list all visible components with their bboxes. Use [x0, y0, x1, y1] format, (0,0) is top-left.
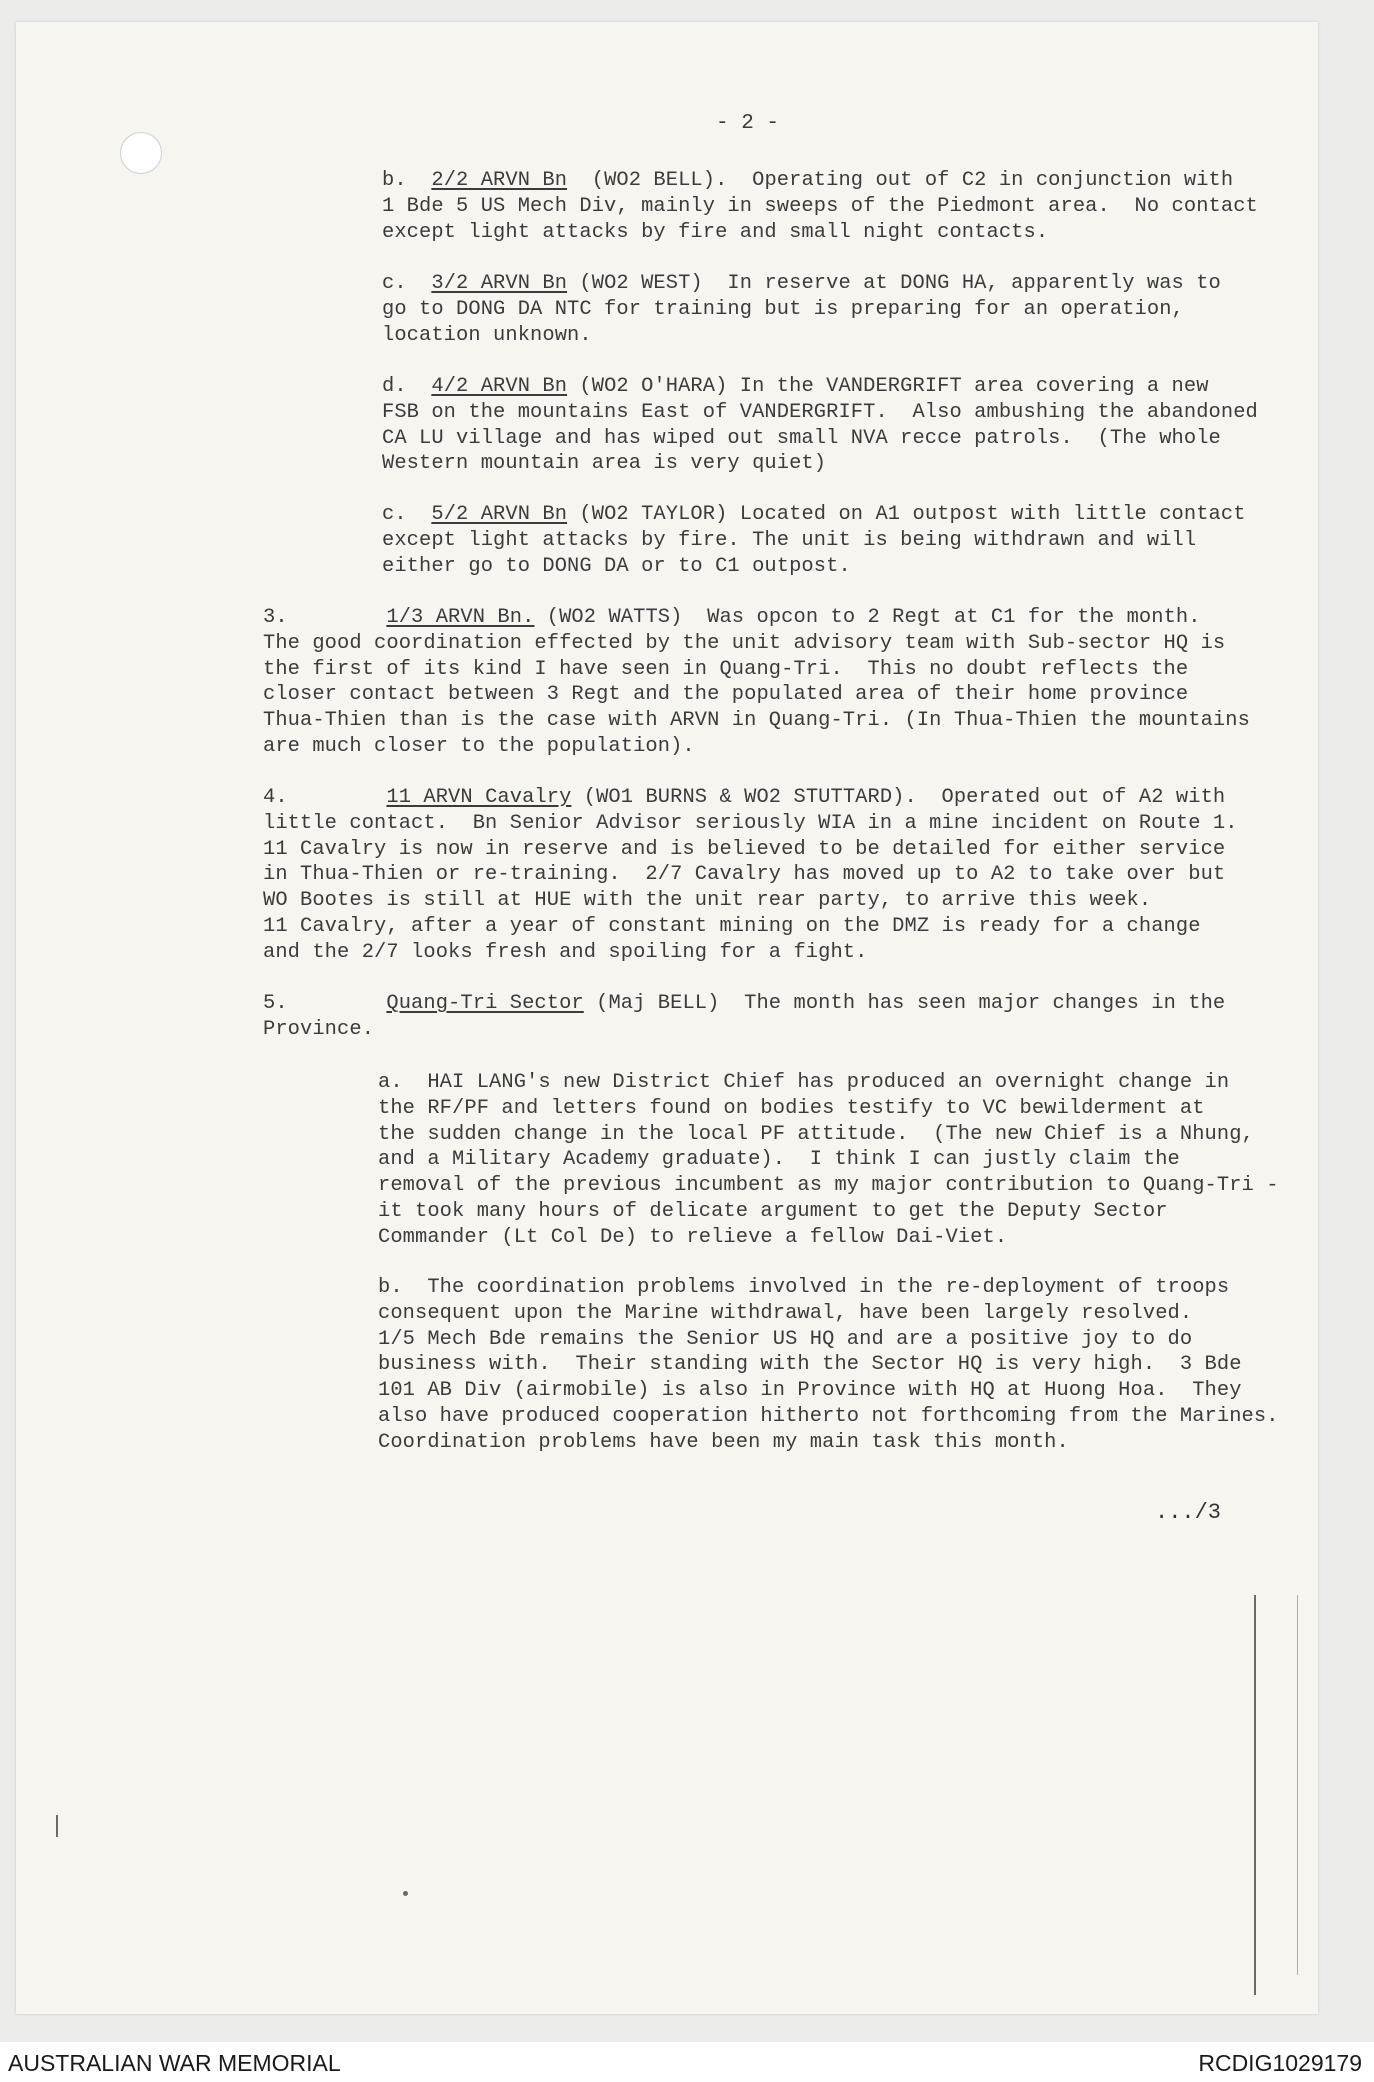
paragraph-5b: b. The coordination problems involved in the re-deployment of troops consequent upon the Marine withdrawal, have been largely resolved. 1/5 Mech Bde remains the Senior US HQ and are a positive joy to do business with. Their standing with the Sector HQ is very high. 3 Bde 101 AB Div (airmobile) is also in Province with HQ at Huong Hoa. They also have produced cooperation hitherto not forthcoming from the Marines. Coordination problems have been my main task this month.	[378, 1276, 1279, 1454]
paragraph-5a: a. HAI LANG's new District Chief has produced an overnight change in the RF/PF and letters found on bodies testify to VC bewilderment at the sudden change in the local PF attitude. (The new Chief is a Nhung, and a Military Academy graduate). I think I can justly claim the removal of the previous incumbent as my major contribution to Quang-Tri - it took many hours of delicate argument to get the Deputy Sector Commander (Lt Col De) to relieve a fellow Dai-Viet.	[378, 1071, 1279, 1249]
paragraph-text: (WO2 WATTS) Was opcon to 2 Regt at C1 for the month. The good coordination effected by the unit advisory team with Sub-sector HQ is the first of its kind I have seen in Quang-Tri. This no doubt reflects the closer contact between 3 Regt and the populated area of their home province Thua-Thien than is the case with ARVN in Quang-Tri. (In Thua-Thien the mountains are much closer to the population).	[263, 606, 1250, 758]
speck-mark	[56, 1815, 58, 1837]
unit-name: 11 ARVN Cavalry	[386, 786, 572, 809]
item-number: 5.	[263, 992, 387, 1015]
section-name: Quang-Tri Sector	[386, 992, 584, 1015]
punch-hole	[120, 132, 162, 174]
item-letter: c.	[382, 272, 432, 295]
item-letter: c.	[382, 503, 432, 526]
item-number: 4.	[263, 786, 387, 809]
paragraph-text: (WO2 O'HARA) In the VANDERGRIFT area covering a new FSB on the mountains East of VANDERGRIFT. Also ambushing the abandoned CA LU village and has wiped out small NVA recce patrols. (The whole Western mountain area is very quiet)	[382, 375, 1258, 476]
archive-name: AUSTRALIAN WAR MEMORIAL	[8, 2050, 341, 2076]
continuation-marker: .../3	[1155, 1500, 1222, 1525]
edge-mark	[1254, 1595, 1256, 1995]
paragraph-text: (WO2 BELL). Operating out of C2 in conjunction with 1 Bde 5 US Mech Div, mainly in sweeps of the Piedmont area. No contact except light attacks by fire and small night contacts.	[382, 169, 1258, 244]
paragraph-2c	[382, 271, 1221, 348]
paragraph-2d	[382, 374, 1258, 477]
paragraph-2b	[382, 168, 1258, 245]
unit-name: 3/2 ARVN Bn	[431, 272, 568, 295]
edge-mark	[1297, 1595, 1298, 1975]
speck-mark	[403, 1891, 408, 1896]
paragraph-3	[263, 605, 1250, 760]
paragraph-text: (Maj BELL) The month has seen major changes in the Province.	[263, 992, 1226, 1041]
unit-name: 5/2 ARVN Bn	[431, 503, 568, 526]
paragraph-5	[263, 991, 1225, 1043]
paragraph-2e	[382, 502, 1246, 579]
document-page	[16, 22, 1318, 2014]
item-letter: b.	[382, 169, 432, 192]
item-number: 3.	[263, 606, 387, 629]
footer-bar	[0, 2042, 1374, 2082]
unit-name: 2/2 ARVN Bn	[431, 169, 568, 192]
unit-name: 4/2 ARVN Bn	[431, 375, 568, 398]
record-id: RCDIG1029179	[1198, 2050, 1362, 2076]
paragraph-text: (WO2 WEST) In reserve at DONG HA, apparently was to go to DONG DA NTC for training but is preparing for an operation, location unknown.	[382, 272, 1221, 347]
item-letter: d.	[382, 375, 432, 398]
paragraph-4	[263, 785, 1238, 966]
paragraph-text: (WO1 BURNS & WO2 STUTTARD). Operated out of A2 with little contact. Bn Senior Advisor seriously WIA in a mine incident on Route 1. 11 Cavalry is now in reserve and is believed to be detailed for either service in Thua-Thien or re-training. 2/7 Cavalry has moved up to A2 to take over but WO Bootes is still at HUE with the unit rear party, to arrive this week. 11 Cavalry, after a year of constant mining on the DMZ is ready for a change and the 2/7 looks fresh and spoiling for a fight.	[263, 786, 1238, 964]
unit-name: 1/3 ARVN Bn.	[386, 606, 535, 629]
page-number: - 2 -	[716, 112, 780, 135]
paragraph-text: (WO2 TAYLOR) Located on A1 outpost with little contact except light attacks by fire. The unit is being withdrawn and will either go to DONG DA or to C1 outpost.	[382, 503, 1246, 578]
